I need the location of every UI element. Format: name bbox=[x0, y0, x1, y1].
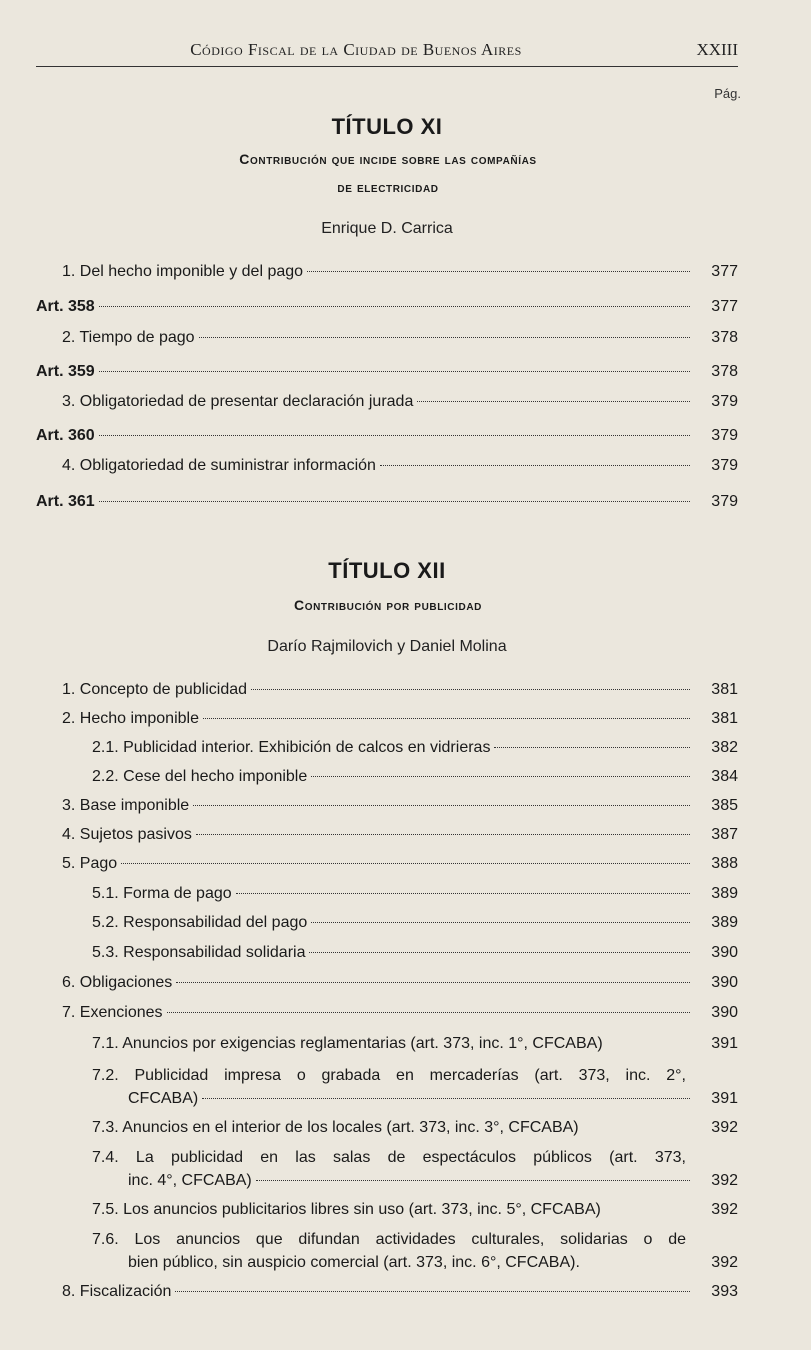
toc-entry: 4. Obligatoriedad de suministrar información 379 bbox=[62, 457, 738, 474]
page-column-label: Pág. bbox=[714, 86, 741, 101]
page-number-roman: XXIII bbox=[696, 40, 738, 59]
toc-entry: 7.1. Anuncios por exigencias reglamentarias (art. 373, inc. 1°, CFCABA) 391 bbox=[92, 1035, 738, 1052]
toc-entry: 3. Obligatoriedad de presentar declaración jurada 379 bbox=[62, 393, 738, 410]
toc-entry: 6. Obligaciones 390 bbox=[62, 974, 738, 991]
toc-entry-article: Art. 358 377 bbox=[36, 298, 738, 315]
toc-entry: 7.4. La publicidad en las salas de espectáculos públicos (art. 373, inc. 4°, CFCABA) 392 bbox=[92, 1149, 738, 1189]
section-xi-title: TÍTULO XI bbox=[331, 114, 443, 139]
toc-entry: 3. Base imponible 385 bbox=[62, 797, 738, 814]
running-header bbox=[36, 38, 738, 67]
toc-entry: 4. Sujetos pasivos 387 bbox=[62, 826, 738, 843]
toc-entry: 5.2. Responsabilidad del pago 389 bbox=[92, 914, 738, 931]
toc-entry-article: Art. 361 379 bbox=[36, 493, 738, 510]
toc-entry: 2. Hecho imponible 381 bbox=[62, 710, 738, 727]
toc-entry: 2. Tiempo de pago 378 bbox=[62, 329, 738, 346]
toc-entry: 1. Del hecho imponible y del pago 377 bbox=[62, 263, 738, 280]
running-title: Código Fiscal de la Ciudad de Buenos Aires bbox=[190, 40, 522, 59]
toc-entry-article: Art. 359 378 bbox=[36, 363, 738, 380]
toc-entry: 2.1. Publicidad interior. Exhibición de calcos en vidrieras 382 bbox=[92, 739, 738, 756]
toc-entry-article: Art. 360 379 bbox=[36, 427, 738, 444]
section-xi-author: Enrique D. Carrica bbox=[321, 220, 453, 237]
toc-entry: 7.2. Publicidad impresa o grabada en mercaderías (art. 373, inc. 2°, CFCABA) 391 bbox=[92, 1067, 738, 1107]
toc-entry: 5.3. Responsabilidad solidaria 390 bbox=[92, 944, 738, 961]
toc-entry: 5.1. Forma de pago 389 bbox=[92, 885, 738, 902]
section-xii-title: TÍTULO XII bbox=[328, 558, 446, 583]
toc-entry: 5. Pago 388 bbox=[62, 855, 738, 872]
section-xii-author: Darío Rajmilovich y Daniel Molina bbox=[267, 638, 507, 655]
toc-entry: 1. Concepto de publicidad 381 bbox=[62, 681, 738, 698]
toc-entry: 8. Fiscalización 393 bbox=[62, 1283, 738, 1300]
section-xii-subtitle: Contribución por publicidad bbox=[294, 597, 482, 613]
toc-entry: 7.3. Anuncios en el interior de los locales (art. 373, inc. 3°, CFCABA) 392 bbox=[92, 1119, 738, 1136]
section-xi-subtitle-line2: de electricidad bbox=[337, 179, 439, 195]
toc-entry: 7.5. Los anuncios publicitarios libres sin uso (art. 373, inc. 5°, CFCABA) 392 bbox=[92, 1201, 738, 1218]
toc-entry: 7.6. Los anuncios que difundan actividades culturales, solidarias o de bien público, sin auspicio comercial (art. 373, inc. 6°, CFCABA). 392 bbox=[92, 1231, 738, 1271]
toc-entry: 7. Exenciones 390 bbox=[62, 1004, 738, 1021]
section-xi-subtitle-line1: Contribución que incide sobre las compañías bbox=[239, 151, 537, 167]
toc-entry: 2.2. Cese del hecho imponible 384 bbox=[92, 768, 738, 785]
